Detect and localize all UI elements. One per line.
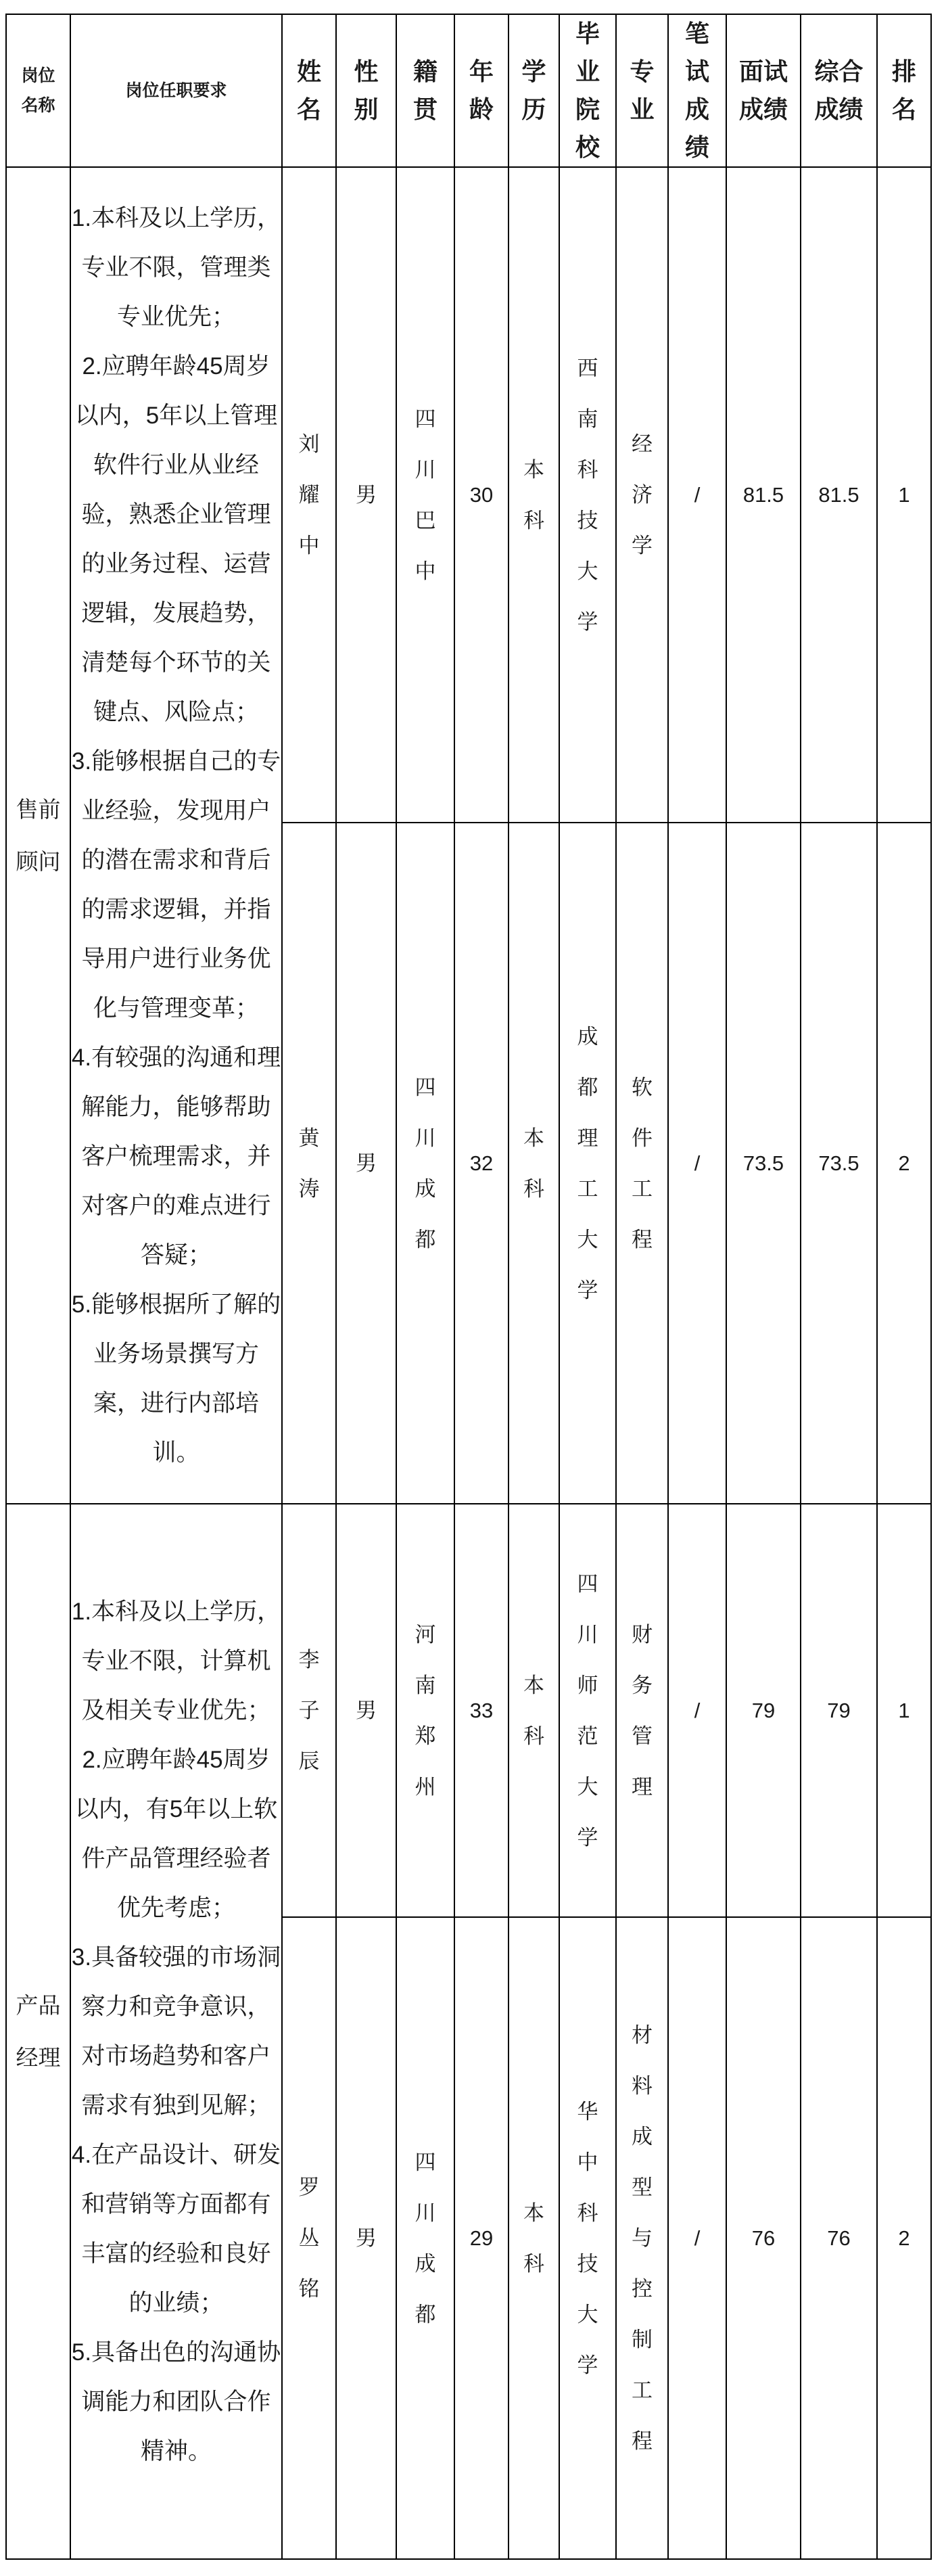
gender-cell bbox=[336, 823, 396, 1504]
candidate-name: 黄涛 bbox=[298, 1126, 320, 1201]
major-cell bbox=[616, 823, 668, 1504]
candidate-school: 华中科技大学 bbox=[577, 2099, 598, 2377]
candidate-school: 四川师范大学 bbox=[577, 1571, 598, 1849]
education-cell bbox=[509, 1917, 559, 2559]
header-position-name-label: 岗位名称 bbox=[21, 66, 55, 115]
candidate-hometown: 四川成都 bbox=[415, 1075, 436, 1251]
school-cell bbox=[559, 823, 616, 1504]
header-education-label: 学历 bbox=[521, 58, 546, 123]
education-cell bbox=[509, 823, 559, 1504]
position-cell bbox=[6, 1504, 70, 2559]
requirements-cell bbox=[70, 167, 282, 1504]
written-score-cell: / bbox=[668, 823, 726, 1504]
header-major-label: 专业 bbox=[630, 58, 655, 123]
header-name bbox=[282, 14, 336, 167]
candidate-hometown: 四川成都 bbox=[415, 2150, 436, 2326]
candidate-education: 本科 bbox=[523, 1126, 544, 1201]
age-cell: 33 bbox=[454, 1504, 509, 1917]
candidate-gender: 男 bbox=[356, 2226, 377, 2250]
header-school-label: 毕业院校 bbox=[575, 20, 600, 161]
interview-score-cell: 73.5 bbox=[726, 823, 801, 1504]
age-cell: 29 bbox=[454, 1917, 509, 2559]
header-overall-score bbox=[801, 14, 877, 167]
requirement-item: 1.本科及以上学历，专业不限，管理类专业优先； bbox=[71, 205, 281, 330]
major-cell bbox=[616, 167, 668, 823]
candidate-hometown: 四川巴中 bbox=[415, 407, 436, 583]
header-hometown bbox=[396, 14, 454, 167]
candidate-major: 软件工程 bbox=[632, 1075, 653, 1251]
interview-score-cell: 76 bbox=[726, 1917, 801, 2559]
rank-cell: 2 bbox=[877, 823, 931, 1504]
written-score-cell: / bbox=[668, 1504, 726, 1917]
name-cell bbox=[282, 1917, 336, 2559]
header-rank-label: 排名 bbox=[891, 58, 916, 123]
header-age-label: 年龄 bbox=[469, 58, 494, 123]
written-score-cell: / bbox=[668, 167, 726, 823]
candidate-education: 本科 bbox=[523, 2201, 544, 2276]
header-overall-score-label: 综合成绩 bbox=[814, 58, 864, 123]
header-age bbox=[454, 14, 509, 167]
major-cell bbox=[616, 1504, 668, 1917]
school-cell bbox=[559, 1917, 616, 2559]
candidate-gender: 男 bbox=[356, 1151, 377, 1175]
table-row bbox=[6, 1504, 931, 1917]
requirement-item: 3.能够根据自己的专业经验，发现用户的潜在需求和背后的需求逻辑，并指导用户进行业务优化与管理变革； bbox=[71, 748, 281, 1021]
header-rank bbox=[877, 14, 931, 167]
header-gender bbox=[336, 14, 396, 167]
header-interview-score bbox=[726, 14, 801, 167]
age-cell: 30 bbox=[454, 167, 509, 823]
interview-score-cell: 79 bbox=[726, 1504, 801, 1917]
school-cell bbox=[559, 167, 616, 823]
written-score-cell: / bbox=[668, 1917, 726, 2559]
candidate-school: 成都理工大学 bbox=[577, 1024, 598, 1302]
hometown-cell bbox=[396, 1917, 454, 2559]
candidate-education: 本科 bbox=[523, 457, 544, 532]
header-hometown-label: 籍贯 bbox=[412, 58, 437, 123]
name-cell bbox=[282, 823, 336, 1504]
education-cell bbox=[509, 1504, 559, 1917]
age-cell: 32 bbox=[454, 823, 509, 1504]
requirement-item: 5.能够根据所了解的业务场景撰写方案，进行内部培训。 bbox=[71, 1291, 281, 1466]
rank-cell: 1 bbox=[877, 167, 931, 823]
candidate-name: 刘耀中 bbox=[298, 432, 320, 557]
candidate-education: 本科 bbox=[523, 1673, 544, 1748]
overall-score-cell: 79 bbox=[801, 1504, 877, 1917]
table-row bbox=[6, 167, 931, 823]
header-requirements bbox=[70, 14, 282, 167]
gender-cell bbox=[336, 1917, 396, 2559]
major-cell bbox=[616, 1917, 668, 2559]
requirement-item: 2.应聘年龄45周岁以内，有5年以上软件产品管理经验者优先考虑； bbox=[74, 1747, 278, 1921]
recruitment-table bbox=[5, 14, 932, 2560]
rank-cell: 2 bbox=[877, 1917, 931, 2559]
position-name: 售前顾问 bbox=[16, 797, 61, 874]
candidate-gender: 男 bbox=[356, 483, 377, 507]
rank-cell: 1 bbox=[877, 1504, 931, 1917]
candidate-major: 财务管理 bbox=[632, 1622, 653, 1799]
position-name: 产品经理 bbox=[16, 1993, 61, 2070]
requirement-item: 4.有较强的沟通和理解能力，能够帮助客户梳理需求，并对客户的难点进行答疑； bbox=[71, 1044, 281, 1268]
overall-score-cell: 76 bbox=[801, 1917, 877, 2559]
header-position-name bbox=[6, 14, 70, 167]
candidate-hometown: 河南郑州 bbox=[415, 1622, 436, 1799]
header-name-label: 姓名 bbox=[296, 58, 321, 123]
hometown-cell bbox=[396, 823, 454, 1504]
requirements-text bbox=[71, 193, 281, 1477]
header-major bbox=[616, 14, 668, 167]
name-cell bbox=[282, 167, 336, 823]
gender-cell bbox=[336, 1504, 396, 1917]
requirement-item: 4.在产品设计、研发和营销等方面都有丰富的经验和良好的业绩； bbox=[71, 2142, 281, 2316]
overall-score-cell: 81.5 bbox=[801, 167, 877, 823]
requirement-item: 5.具备出色的沟通协调能力和团队合作精神。 bbox=[71, 2339, 281, 2464]
education-cell bbox=[509, 167, 559, 823]
requirements-cell bbox=[70, 1504, 282, 2559]
position-cell bbox=[6, 167, 70, 1504]
candidate-name: 罗丛铭 bbox=[298, 2176, 320, 2301]
candidate-major: 经济学 bbox=[632, 432, 653, 557]
candidate-major: 材料成型与控制工程 bbox=[632, 2023, 653, 2453]
requirement-item: 3.具备较强的市场洞察力和竞争意识，对市场趋势和客户需求有独到见解； bbox=[71, 1944, 281, 2119]
candidate-gender: 男 bbox=[356, 1699, 377, 1722]
hometown-cell bbox=[396, 1504, 454, 1917]
header-written-score bbox=[668, 14, 726, 167]
overall-score-cell: 73.5 bbox=[801, 823, 877, 1504]
header-requirements-label: 岗位任职要求 bbox=[125, 81, 227, 100]
table-header-row bbox=[6, 14, 931, 167]
header-interview-score-label: 面试成绩 bbox=[738, 58, 788, 123]
name-cell bbox=[282, 1504, 336, 1917]
candidate-name: 李子辰 bbox=[298, 1648, 320, 1773]
school-cell bbox=[559, 1504, 616, 1917]
gender-cell bbox=[336, 167, 396, 823]
header-gender-label: 性别 bbox=[354, 58, 379, 123]
requirement-item: 1.本科及以上学历，专业不限，计算机及相关专业优先； bbox=[71, 1598, 281, 1724]
requirement-item: 2.应聘年龄45周岁以内，5年以上管理软件行业从业经验，熟悉企业管理的业务过程、运营逻辑，发展趋势，清楚每个环节的关键点、风险点； bbox=[74, 353, 278, 725]
header-written-score-label: 笔试成绩 bbox=[684, 20, 709, 161]
hometown-cell bbox=[396, 167, 454, 823]
header-education bbox=[509, 14, 559, 167]
candidate-school: 西南科技大学 bbox=[577, 356, 598, 634]
requirements-text bbox=[71, 1587, 281, 2476]
interview-score-cell: 81.5 bbox=[726, 167, 801, 823]
header-school bbox=[559, 14, 616, 167]
